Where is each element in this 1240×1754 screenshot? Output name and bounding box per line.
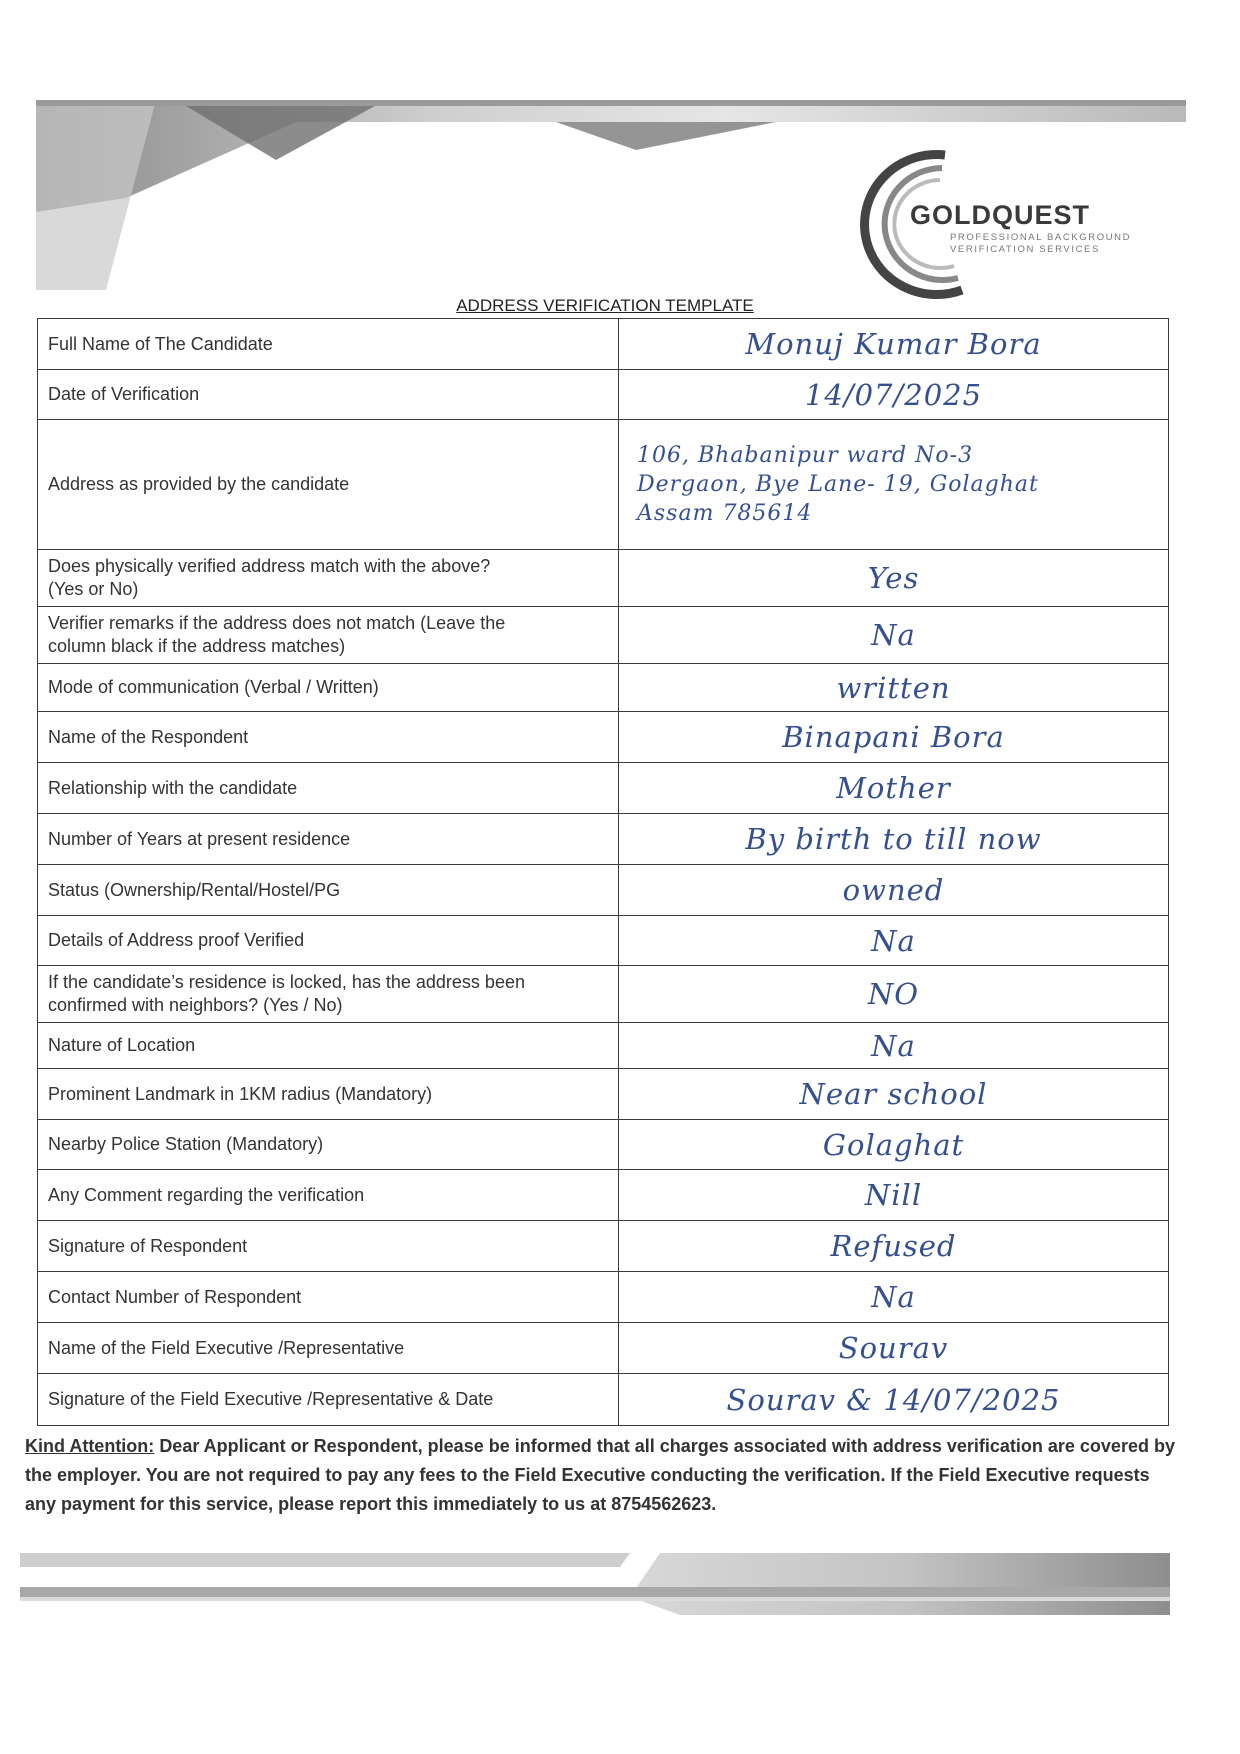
form-row [38,1374,1169,1426]
form-row [38,420,1169,550]
form-row [38,1323,1169,1374]
form-row [38,1023,1169,1069]
label-line: column black if the address matches) [48,636,346,656]
form-row [38,319,1169,370]
address-line: Dergaon, Bye Lane- 19, Golaghat [637,472,1039,497]
field-value: Nill [619,1170,1169,1221]
label-line: If the candidate’s residence is locked, has the address been [48,972,525,992]
field-label: Prominent Landmark in 1KM radius (Mandatory) [38,1069,619,1120]
field-value: Na [619,1272,1169,1323]
notice-lead: Kind Attention: [25,1436,155,1456]
field-value: Golaghat [619,1120,1169,1170]
logo-brand-text: GOLDQUEST [910,200,1091,230]
field-value: Refused [619,1221,1169,1272]
field-value: Na [619,916,1169,966]
field-value: Binapani Bora [619,712,1169,763]
field-label: Mode of communication (Verbal / Written) [38,664,619,712]
field-label: Nature of Location [38,1023,619,1069]
form-row [38,916,1169,966]
form-row [38,1221,1169,1272]
form-row [38,370,1169,420]
form-row [38,664,1169,712]
field-label: Number of Years at present residence [38,814,619,865]
field-label: Details of Address proof Verified [38,916,619,966]
field-label [38,550,619,607]
kind-attention-notice [25,1432,1175,1519]
field-label [38,966,619,1023]
field-value: Mother [619,763,1169,814]
field-label: Contact Number of Respondent [38,1272,619,1323]
form-row [38,1069,1169,1120]
address-line: Assam 785614 [637,501,813,526]
field-value: Sourav [619,1323,1169,1374]
field-value: 14/07/2025 [619,370,1169,420]
field-value: Yes [619,550,1169,607]
verification-form [37,318,1169,1426]
field-value: Sourav & 14/07/2025 [619,1374,1169,1426]
form-row [38,966,1169,1023]
address-value [619,420,1169,550]
field-value: written [619,664,1169,712]
logo-tagline: PROFESSIONAL BACKGROUND [950,232,1132,243]
field-value: Na [619,607,1169,664]
field-label: Full Name of The Candidate [38,319,619,370]
label-line: Does physically verified address match with the above? [48,556,491,576]
field-label: Date of Verification [38,370,619,420]
address-line: 106, Bhabanipur ward No-3 [637,443,974,468]
field-value: Na [619,1023,1169,1069]
field-label: Nearby Police Station (Mandatory) [38,1120,619,1170]
field-label: Address as provided by the candidate [38,420,619,550]
form-row [38,1120,1169,1170]
logo-tagline: VERIFICATION SERVICES [950,244,1100,255]
field-label: Name of the Respondent [38,712,619,763]
field-label: Any Comment regarding the verification [38,1170,619,1221]
field-label: Signature of the Field Executive /Representative & Date [38,1374,619,1426]
field-label: Relationship with the candidate [38,763,619,814]
form-row [38,712,1169,763]
form-row [38,607,1169,664]
footer-decoration [20,1545,1170,1615]
form-row [38,763,1169,814]
field-value: NO [619,966,1169,1023]
label-line: confirmed with neighbors? (Yes / No) [48,995,343,1015]
field-value: Near school [619,1069,1169,1120]
document-title: ADDRESS VERIFICATION TEMPLATE [456,296,754,315]
label-line: Verifier remarks if the address does not match (Leave the [48,613,506,633]
field-value: By birth to till now [619,814,1169,865]
notice-text: Dear Applicant or Respondent, please be informed that all charges associated with address verification are covered by the employer. You are not required to pay any fees to the Field Executive conducting the verification. If the Field Executive requests any payment for this service, please report this immediately to us at 8754562623. [25,1436,1175,1514]
form-row [38,865,1169,916]
form-row [38,1272,1169,1323]
field-value: owned [619,865,1169,916]
field-label: Signature of Respondent [38,1221,619,1272]
goldquest-logo [850,150,1150,300]
form-row [38,1170,1169,1221]
field-label: Name of the Field Executive /Representative [38,1323,619,1374]
form-row [38,550,1169,607]
field-value: Monuj Kumar Bora [619,319,1169,370]
field-label: Status (Ownership/Rental/Hostel/PG [38,865,619,916]
form-row [38,814,1169,865]
label-line: (Yes or No) [48,579,139,599]
field-label [38,607,619,664]
